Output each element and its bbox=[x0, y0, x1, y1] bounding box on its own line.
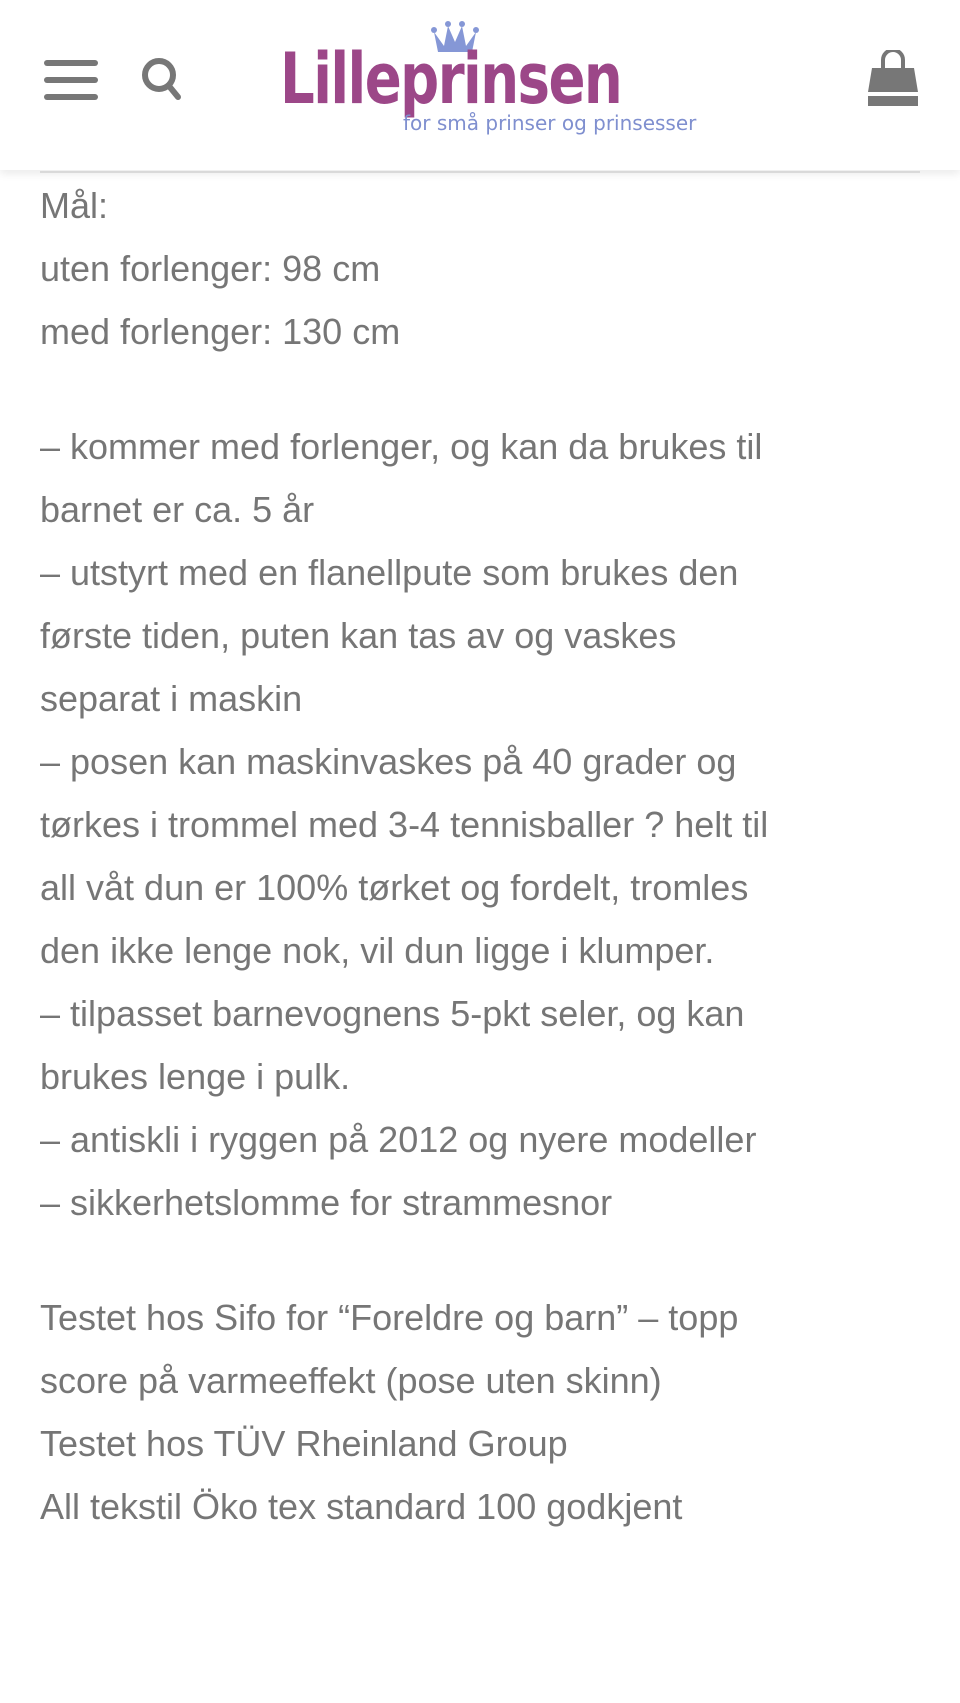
description-line: med forlenger: 130 cm bbox=[40, 311, 401, 352]
divider bbox=[40, 171, 920, 173]
search-icon[interactable] bbox=[140, 55, 186, 105]
description-line: separat i maskin bbox=[40, 678, 303, 719]
description-line: – sikkerhetslomme for strammesnor bbox=[40, 1182, 613, 1223]
site-header bbox=[0, 0, 960, 170]
menu-icon[interactable] bbox=[44, 60, 98, 100]
logo-tagline: for små prinser og prinsesser bbox=[403, 111, 697, 135]
description-line: barnet er ca. 5 år bbox=[40, 489, 315, 530]
product-description bbox=[40, 174, 930, 1590]
description-line: – utstyrt med en flanellpute som brukes den bbox=[40, 552, 739, 593]
logo-title: Lilleprinsen bbox=[280, 38, 622, 120]
description-line: den ikke lenge nok, vil dun ligge i klumper. bbox=[40, 930, 715, 971]
description-line: brukes lenge i pulk. bbox=[40, 1056, 351, 1097]
description-line: tørkes i trommel med 3-4 tennisballer ? helt til bbox=[40, 804, 769, 845]
description-line: uten forlenger: 98 cm bbox=[40, 248, 381, 289]
description-paragraph bbox=[40, 174, 930, 363]
description-paragraph bbox=[40, 415, 930, 1234]
description-line: første tiden, puten kan tas av og vaskes bbox=[40, 615, 677, 656]
description-line: – posen kan maskinvaskes på 40 grader og bbox=[40, 741, 737, 782]
site-logo[interactable] bbox=[270, 18, 697, 148]
description-line: score på varmeeffekt (pose uten skinn) bbox=[40, 1360, 662, 1401]
description-line: – tilpasset barnevognens 5-pkt seler, og kan bbox=[40, 993, 745, 1034]
description-line: Mål: bbox=[40, 185, 109, 226]
description-line: – kommer med forlenger, og kan da brukes til bbox=[40, 426, 763, 467]
description-line: all våt dun er 100% tørket og fordelt, tromles bbox=[40, 867, 749, 908]
description-line: Testet hos TÜV Rheinland Group bbox=[40, 1423, 568, 1464]
description-line: Testet hos Sifo for “Foreldre og barn” – topp bbox=[40, 1297, 739, 1338]
description-line: – antiskli i ryggen på 2012 og nyere modeller bbox=[40, 1119, 757, 1160]
cart-icon[interactable] bbox=[866, 50, 920, 108]
description-paragraph bbox=[40, 1286, 930, 1538]
description-line: All tekstil Öko tex standard 100 godkjent bbox=[40, 1486, 683, 1527]
